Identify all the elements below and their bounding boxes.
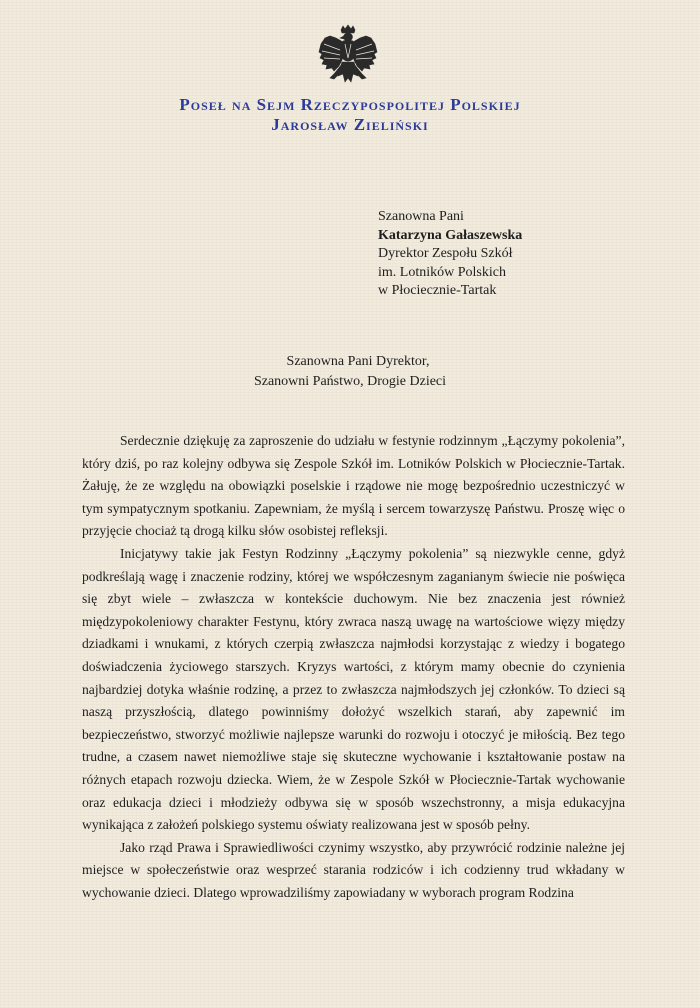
recipient-name: Katarzyna Gałaszewska (378, 227, 523, 243)
salutation-line1: Szanowna Pani Dyrektor, (286, 354, 430, 369)
polish-eagle-emblem-icon (316, 24, 380, 98)
body-paragraph-2: Inicjatywy takie jak Festyn Rodzinny „Łączymy pokolenia” są niezwykle cenne, gdyż podkreślają wagę i znaczenie rodziny, której we współczesnym zaganianym świecie nie poświęca się zbyt wiele – zwłaszcza w kontekście duchowym. Nie bez znaczenia jest również międzypokoleniowy charakter Festynu, który zwraca naszą uwagę na wartościowe więzy między dziadkami i wnukami, z których czerpią zwłaszcza najmłodsi korzystając z wiedzy i bogatego doświadczenia życiowego starszych. Kryzys wartości, z którym mamy obecnie do czynienia najbardziej dotyka właśnie rodzinę, a przez to zwłaszcza najmłodszych jej członków. To dzieci są naszą przyszłością, dlatego powinniśmy dołożyć wszelkich starań, aby zapewnić im bezpieczeństwo, stworzyć możliwie najlepsze warunki do rozwoju i otoczyć je miłością. Bez tego trudne, a czasem nawet niemożliwe staje się skuteczne wychowanie i kształtowanie postaw na różnych etapach rozwoju dziecka. Wiem, że w Zespole Szkół w Płociecznie-Tartak wychowanie oraz edukacja dzieci i młodzieży odbywa się w sposób wszechstronny, a misja edukacyjna wynikająca z założeń polskiego systemu oświaty realizowana jest w sposób pełny. (82, 545, 625, 833)
salutation-line2: Szanowni Państwo, Drogie Dzieci (253, 374, 447, 389)
header-title-line2: Jarosław Zieliński (271, 115, 429, 134)
letter-body (82, 430, 625, 904)
body-paragraph-3: Jako rząd Prawa i Sprawiedliwości czynimy wszystko, aby przywrócić rodzinie należne jej miejsce w społeczeństwie oraz wesprzeć starania rodziców i ich codzienny trud wkładany w wychowanie dzieci. Dlatego wprowadziliśmy zapowiadany w wyborach program Rodzina (82, 839, 625, 900)
recipient-school-name: im. Lotników Polskich (378, 264, 506, 280)
salutation (0, 352, 700, 392)
header-title-line1: Poseł na Sejm Rzeczypospolitej Polskiej (179, 95, 521, 114)
recipient-location: w Płociecznie-Tartak (378, 283, 497, 298)
body-paragraph-1: Serdecznie dziękuję za zaproszenie do udziału w festynie rodzinnym „Łączymy pokolenia”, który dziś, po raz kolejny odbywa się Zespole Szkół im. Lotników Polskich w Płociecznie-Tartak. Żałuję, że ze względu na obowiązki poselskie i rządowe nie mogę bezpośrednio uczestniczyć w tym sympatycznym spotkaniu. Zapewniam, że myślą i sercem towarzyszę Państwu. Proszę więc o przyjęcie chociaż tą drogą kilku słów osobistej refleksji. (82, 433, 625, 539)
recipient-address (378, 208, 522, 301)
address-greeting: Szanowna Pani (378, 209, 464, 224)
recipient-position: Dyrektor Zespołu Szkół (378, 246, 513, 261)
